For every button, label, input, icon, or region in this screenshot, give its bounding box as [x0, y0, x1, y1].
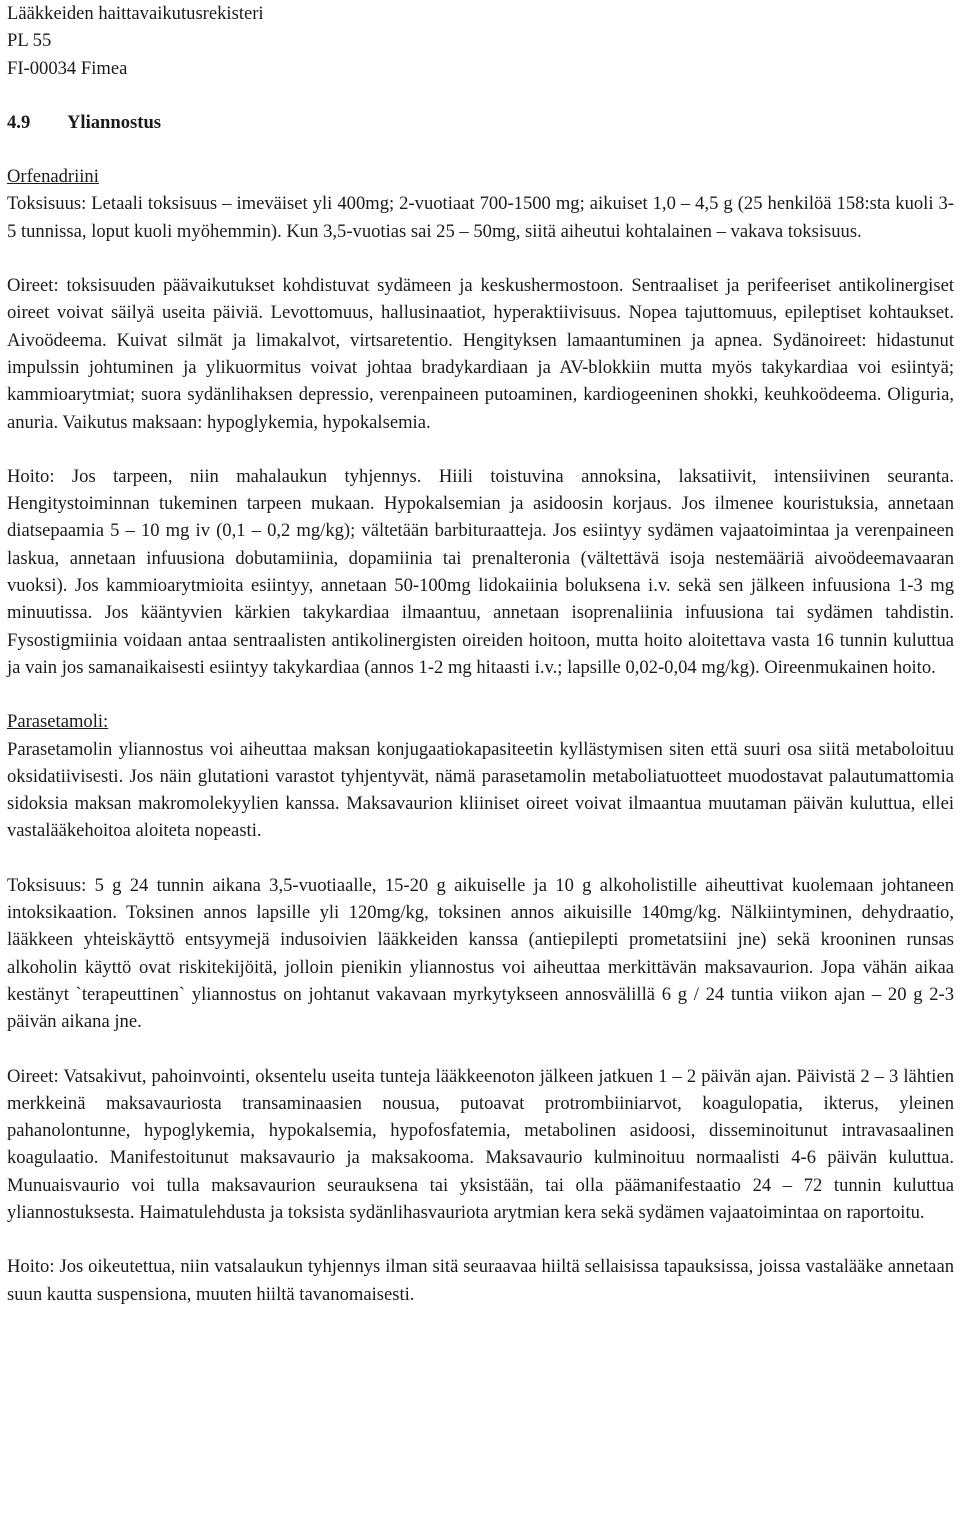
parasetamoli-treatment-paragraph: Hoito: Jos oikeutettua, niin vatsalaukun tyhjennys ilman sitä seuraavaa hiiltä sellaisissa tapauksissa, joissa vastalääke annetaan suun kautta suspensiona, muuten hiiltä tavanomaisesti. [7, 1256, 954, 1305]
orfenadriini-symptoms-paragraph: Oireet: toksisuuden päävaikutukset kohdistuvat sydämeen ja keskushermostoon. Sentraaliset ja perifeeriset antikolinergiset oireet voivat säilyä useita päiviä. Levottomuus, hallusinaatiot, hyperaktiivisuus. Nopea tajuttomuus, epileptiset kohtaukset. Aivoödeema. Kuivat silmät ja limakalvot, virtsaretentio. Hengityksen lamaantuminen ja apnea. Sydänoireet: hidastunut impulssin johtuminen ja ylikuormitus voivat johtaa bradykardiaan ja AV-blokkiin mutta myös takykardiaa voi esiintyä; kammioarytmiat; suora sydänlihaksen depressio, verenpaineen putoaminen, kardiogeeninen shokki, keuhkoödeema. Oliguria, anuria. Vaikutus maksaan: hypoglykemia, hypokalsemia. [7, 275, 954, 433]
section-title: Yliannostus [67, 111, 162, 133]
parasetamoli-intro-paragraph: Parasetamolin yliannostus voi aiheuttaa maksan konjugaatiokapasiteetin kyllästymisen siten että suuri osa siitä metaboloituu oksidatiivisesti. Jos näin glutationi varastot tyhjentyvät, nämä parasetamolin metaboliatuotteet muodostavat palautumattomia sidoksia maksan makromolekyylien kanssa. Maksavaurion kliiniset oireet voivat ilmaantua muutaman päivän kuluttua, ellei vastalääkehoitoa aloiteta nopeasti. [7, 738, 954, 842]
parasetamoli-section [7, 708, 954, 1308]
orfenadriini-title: Orfenadriini [7, 166, 99, 188]
orfenadriini-section [7, 163, 954, 681]
parasetamoli-symptoms-paragraph: Oireet: Vatsakivut, pahoinvointi, oksentelu useita tunteja lääkkeenoton jälkeen jatkuen 1 – 2 päivän ajan. Päivistä 2 – 3 lähtien merkkeinä maksavauriosta transaminaasien nousua, putoavat protrombiiniarvot, koagulopatia, ikterus, yleinen pahanolontunne, hypoglykemia, hypokalsemia, hypofosfatemia, metabolinen asidoosi, disseminoitunut intravasaalinen koagulaatio. Manifestoitunut maksavaurio ja maksakooma. Maksavaurio kulminoituu normaalisti 4-6 päivän kuluttua. Munuaisvaurio voi tulla maksavaurion seurauksena tai yksistään, tai olla päämanifestaatio 24 – 72 tunnin kuluttua yliannostuksesta. Haimatulehdusta ja toksista sydänlihasvauriota arytmian kera sekä sydämen vajaatoimintaa on raportoitu. [7, 1065, 954, 1223]
address-line-3: FI-00034 Fimea [7, 57, 128, 79]
section-heading [7, 109, 954, 136]
parasetamoli-toxicity-paragraph: Toksisuus: 5 g 24 tunnin aikana 3,5-vuotiaalle, 15-20 g aikuiselle ja 10 g alkoholistille aiheuttivat kuolemaan johtaneen intoksikaation. Toksinen annos lapsille yli 120mg/kg, toksinen annos aikuisille 140mg/kg. Nälkiintyminen, dehydraatio, lääkkeen yhteiskäyttö entsyymejä indusoivien lääkkeiden kanssa (antiepilepti prometatsiini jne) sekä krooninen runsas alkoholin käyttö ovat riskitekijöitä, jolloin pienikin yliannostus voi aiheuttaa merkittävän maksavaurion. Jopa vähän aikaa kestänyt `terapeuttinen` yliannostus on johtanut vakavaan myrkytykseen annosvälillä 6 g / 24 tuntia viikon ajan – 20 g 2-3 päivän aikana jne. [7, 874, 954, 1033]
address-line-1: Lääkkeiden haittavaikutusrekisteri [7, 3, 264, 24]
document-page [7, 0, 954, 1308]
orfenadriini-toxicity-paragraph: Toksisuus: Letaali toksisuus – imeväiset yli 400mg; 2-vuotiaat 700-1500 mg; aikuiset 1,0 – 4,5 g (25 henkilöä 158:sta kuoli 3-5 tunnissa, loput kuoli myöhemmin). Kun 3,5-vuotias sai 25 – 50mg, siitä aiheutui kohtalainen – vakava toksisuus. [7, 193, 954, 242]
address-line-2: PL 55 [7, 30, 52, 52]
address-block [7, 0, 954, 82]
orfenadriini-treatment-paragraph: Hoito: Jos tarpeen, niin mahalaukun tyhjennys. Hiili toistuvina annoksina, laksatiivit, intensiivinen seuranta. Hengitystoiminnan tukeminen tarpeen mukaan. Hypokalsemian ja asidoosin korjaus. Jos ilmenee kouristuksia, annetaan diatsepaamia 5 – 10 mg iv (0,1 – 0,2 mg/kg); vältetään barbituraatteja. Jos esiintyy sydämen vajaatoimintaa ja verenpaineen laskua, annetaan infuusiona dobutamiinia, dopamiinia tai prenalteronia (vältettävä isoja nestemääriä aivoödeemavaaran vuoksi). Jos kammioarytmioita esiintyy, annetaan 50-100mg lidokaiinia boluksena i.v. sekä sen jälkeen infuusiona 1-3 mg minuutissa. Jos kääntyvien kärkien takykardiaa ilmaantuu, annetaan isoprenaliinia infuusiona tai sydämen tahdistin. Fysostigmiinia voidaan antaa sentraalisten antikolinergisten oireiden hoitoon, mutta hoito aloitettava vasta 16 tunnin kuluttua ja vain jos samanaikaisesti esiintyy takykardiaa (annos 1-2 mg hitaasti i.v.; lapsille 0,02-0,04 mg/kg). Oireenmukainen hoito. [7, 465, 954, 678]
parasetamoli-title: Parasetamoli: [7, 711, 109, 733]
section-number: 4.9 [7, 111, 31, 133]
